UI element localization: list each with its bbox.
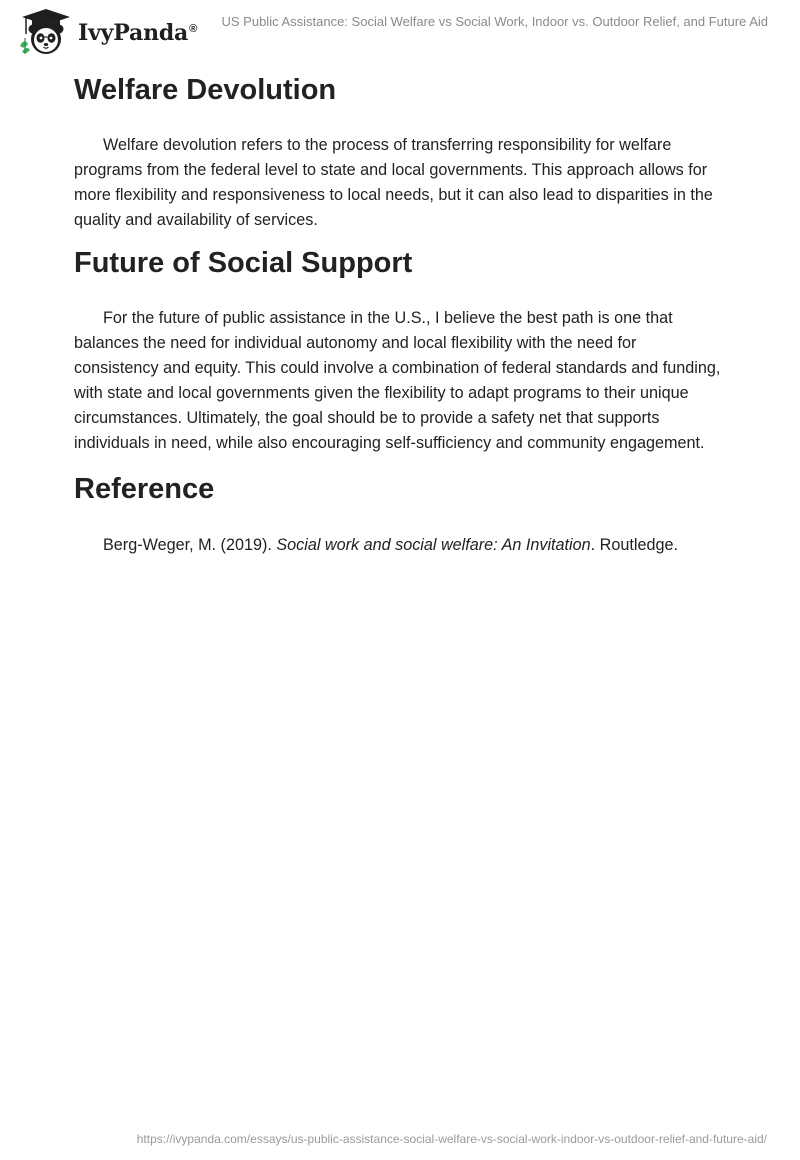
ivypanda-logo[interactable] [16,8,197,56]
section-paragraph-welfare-devolution: Welfare devolution refers to the process of transferring responsibility for welfare programs from the federal level to state and local governments. This approach allows for more flexibility and responsiveness to local needs, but it can also lead to disparities in the quality and availability of services. [74,136,713,229]
reference-authors-year: Berg-Weger, M. (2019). [103,536,277,554]
page-header [0,0,800,62]
section-heading-future-of-social-support: Future of Social Support [74,247,413,279]
registered-mark: ® [189,22,198,35]
footer-source-url[interactable]: https://ivypanda.com/essays/us-public-assistance-social-welfare-vs-social-work-indoor-vs-outdoor-relief-and-future-aid/ [136,1132,767,1146]
panda-graduate-icon [16,8,76,56]
reference-title: Social work and social welfare: An Invitation [276,536,591,554]
essay-content [74,70,724,558]
document-title: US Public Assistance: Social Welfare vs Social Work, Indoor vs. Outdoor Relief, and Future Aid [221,14,768,29]
reference-publisher: . Routledge. [590,536,678,554]
section-heading-reference: Reference [74,473,215,505]
section-paragraph-future-of-social-support: For the future of public assistance in the U.S., I believe the best path is one that balances the need for individual autonomy and local flexibility with the need for consistency and equity. This could involve a combination of federal standards and funding, with state and local governments given the flexibility to adapt programs to their unique circumstances. Ultimately, the goal should be to provide a safety net that supports individuals in need, while also encouraging self-sufficiency and community engagement. [74,309,721,452]
section-heading-welfare-devolution: Welfare Devolution [74,74,337,106]
brand-name: IvyPanda® [78,20,198,46]
reference-entry [74,533,724,558]
